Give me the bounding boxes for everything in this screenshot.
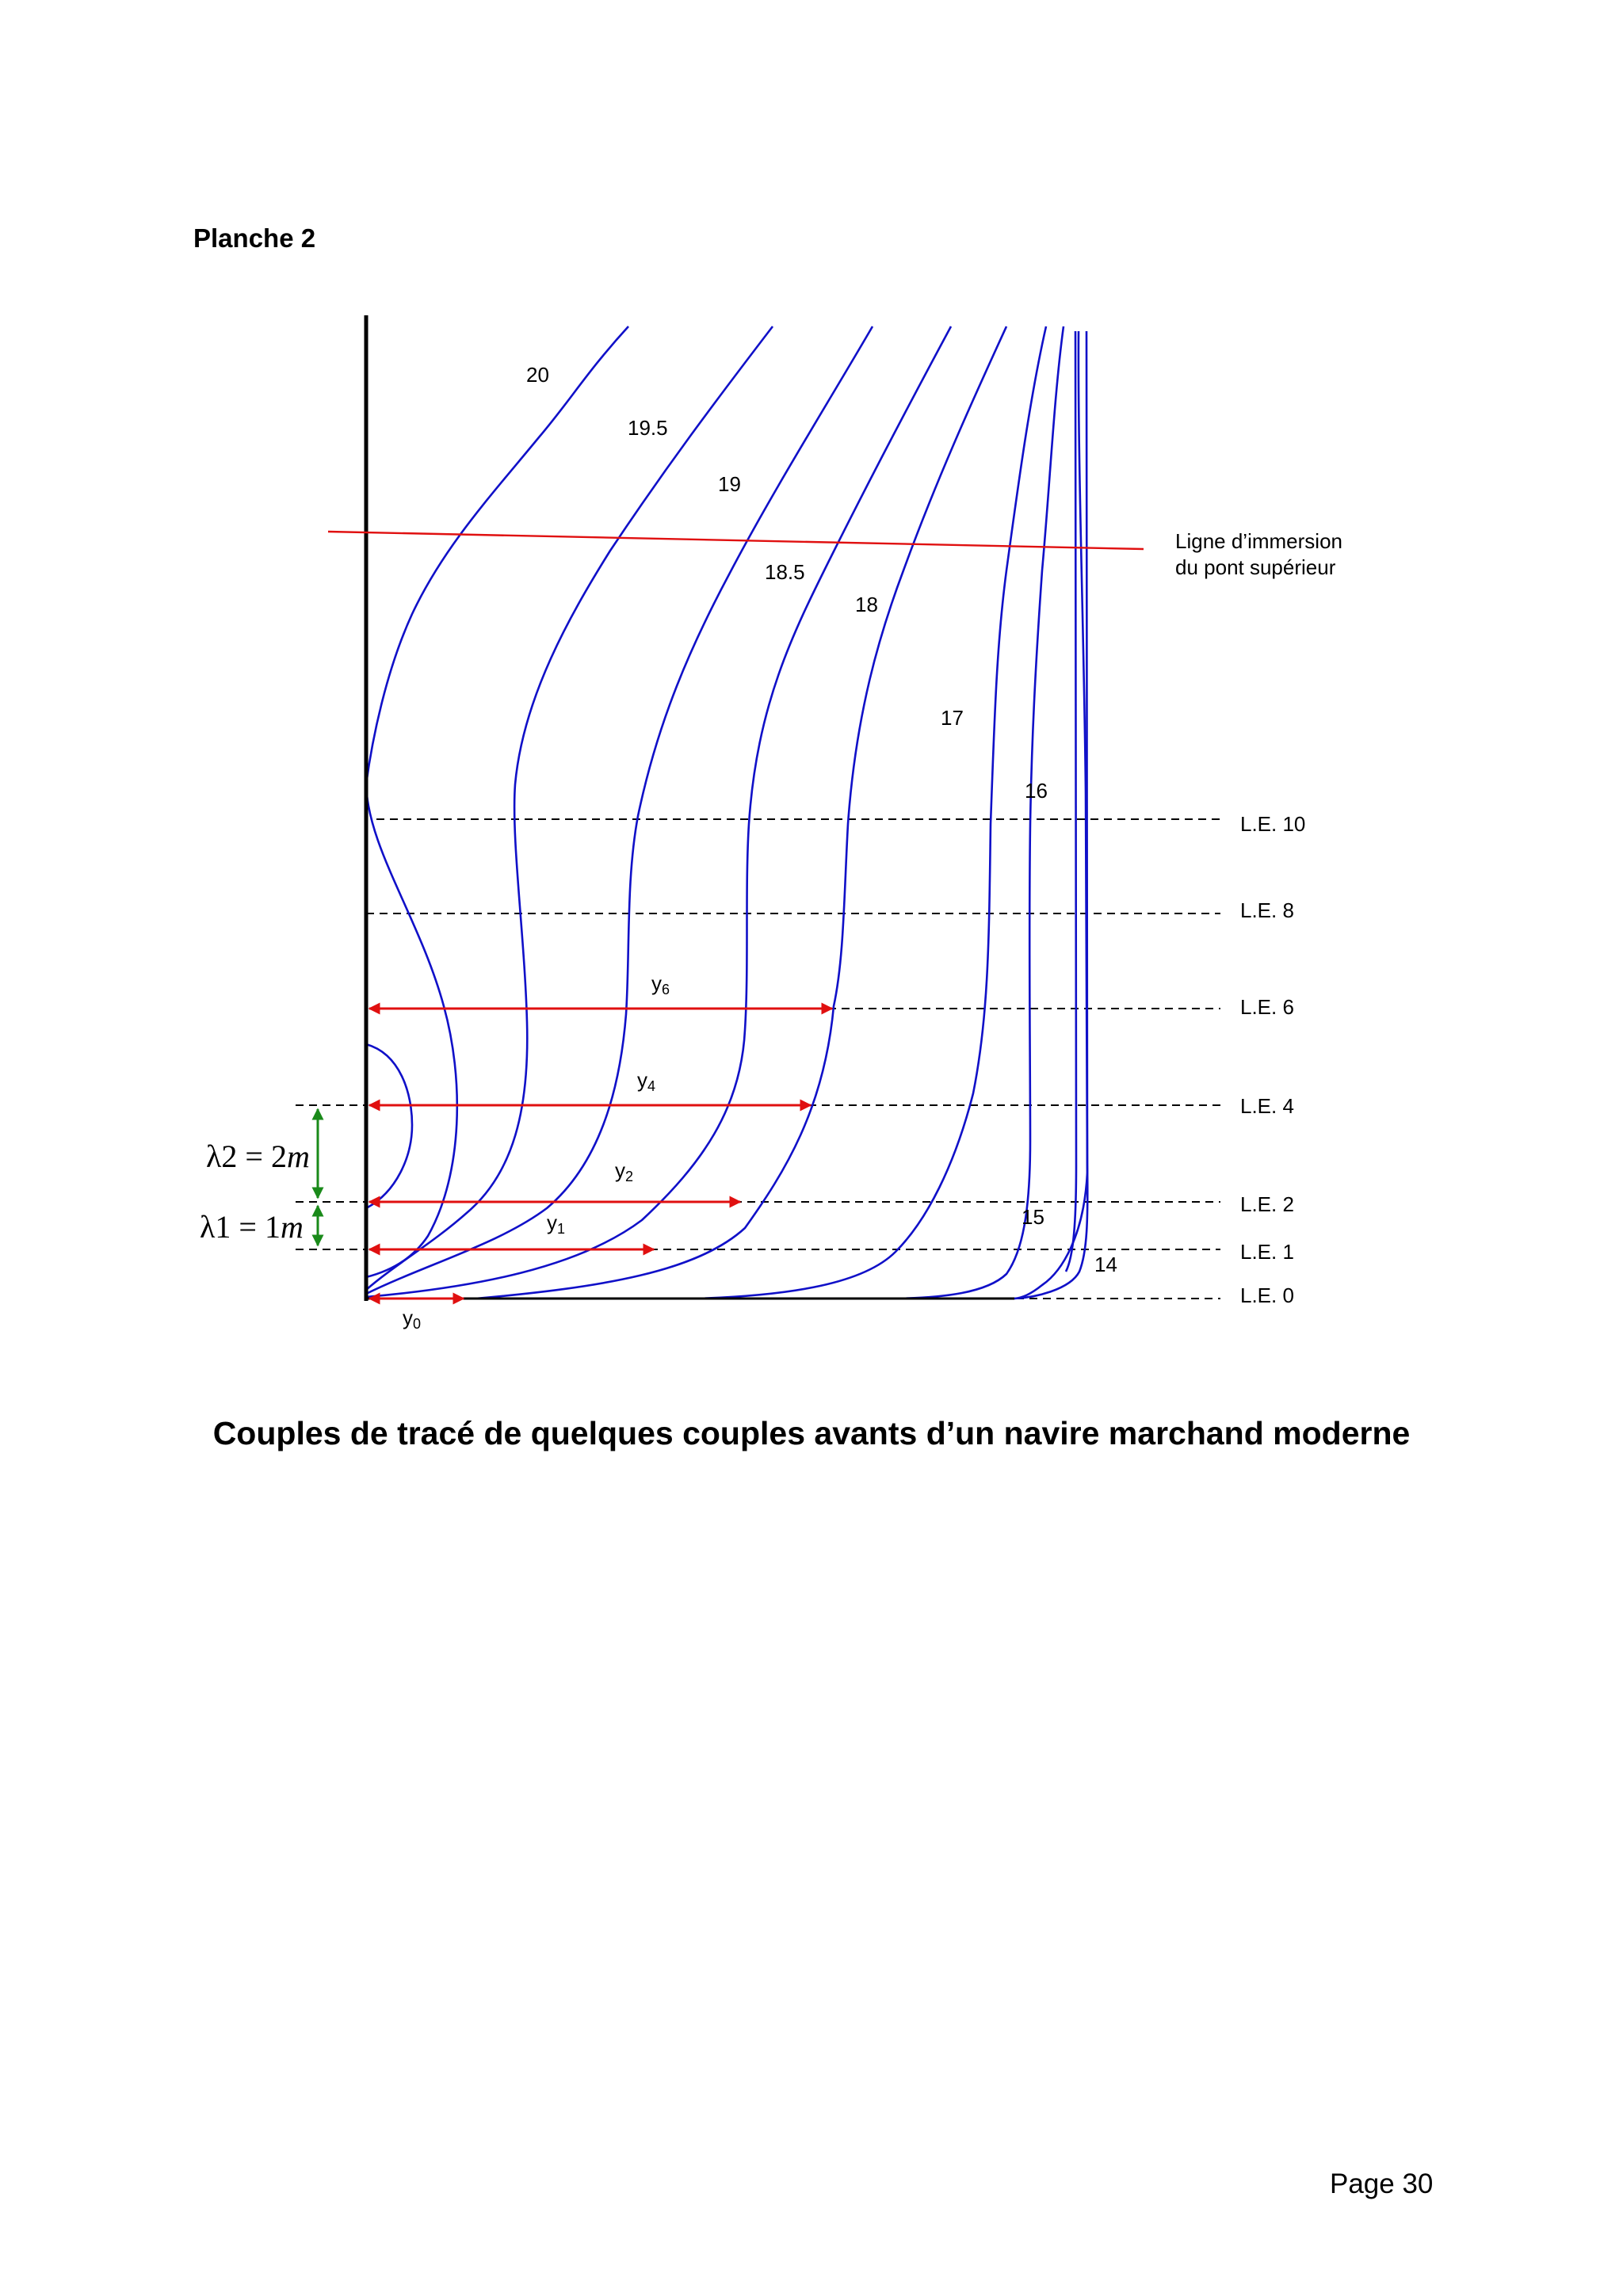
- offset-label-y4: y4: [637, 1068, 656, 1094]
- section-curve-18: [475, 326, 1006, 1299]
- immersion-line: [328, 532, 1144, 549]
- figure-caption: Couples de tracé de quelques couples avants d’un navire marchand moderne: [212, 1415, 1411, 1451]
- section-label-17: 17: [941, 706, 964, 730]
- immersion-label-line1: Ligne d’immersion: [1175, 529, 1342, 553]
- section-label-18-5: 18.5: [765, 560, 805, 584]
- page-number: Page 30: [1330, 2168, 1434, 2199]
- immersion-label-line2: du pont supérieur: [1175, 555, 1336, 579]
- offset-arrows: [369, 1009, 832, 1299]
- section-curve-inner-20: [366, 1044, 412, 1208]
- offset-label-y0: y0: [403, 1306, 422, 1332]
- waterline-labels: [1240, 812, 1305, 1307]
- waterlines: [296, 819, 1220, 1299]
- offset-label-y1: y1: [547, 1211, 566, 1237]
- spacing-formula-lambda2: λ2 = 2m: [206, 1138, 310, 1174]
- waterline-label-le-2: L.E. 2: [1240, 1192, 1294, 1216]
- section-label-19: 19: [718, 472, 741, 496]
- section-label-18: 18: [855, 593, 878, 616]
- section-curve-19-5: [366, 326, 773, 1290]
- page-heading: Planche 2: [193, 223, 316, 253]
- waterline-label-le-1: L.E. 1: [1240, 1240, 1294, 1264]
- spacing-formula-lambda1: λ1 = 1m: [200, 1209, 304, 1245]
- section-label-20: 20: [526, 363, 549, 387]
- section-curve-16: [896, 326, 1064, 1299]
- section-curve-19: [366, 326, 873, 1294]
- offset-label-y6: y6: [651, 971, 670, 997]
- section-label-16: 16: [1025, 779, 1048, 803]
- section-label-19-5: 19.5: [628, 416, 668, 440]
- waterline-label-le-10: L.E. 10: [1240, 812, 1306, 836]
- waterline-label-le-4: L.E. 4: [1240, 1094, 1294, 1118]
- waterline-label-le-8: L.E. 8: [1240, 898, 1294, 922]
- section-curve-20: [366, 326, 628, 1277]
- waterline-label-le-6: L.E. 6: [1240, 995, 1294, 1019]
- section-label-14: 14: [1094, 1253, 1117, 1276]
- waterline-label-le-0: L.E. 0: [1240, 1283, 1294, 1307]
- section-label-15: 15: [1022, 1205, 1044, 1229]
- section-curve-14-inner: [1066, 331, 1076, 1272]
- offset-label-y2: y2: [615, 1158, 634, 1184]
